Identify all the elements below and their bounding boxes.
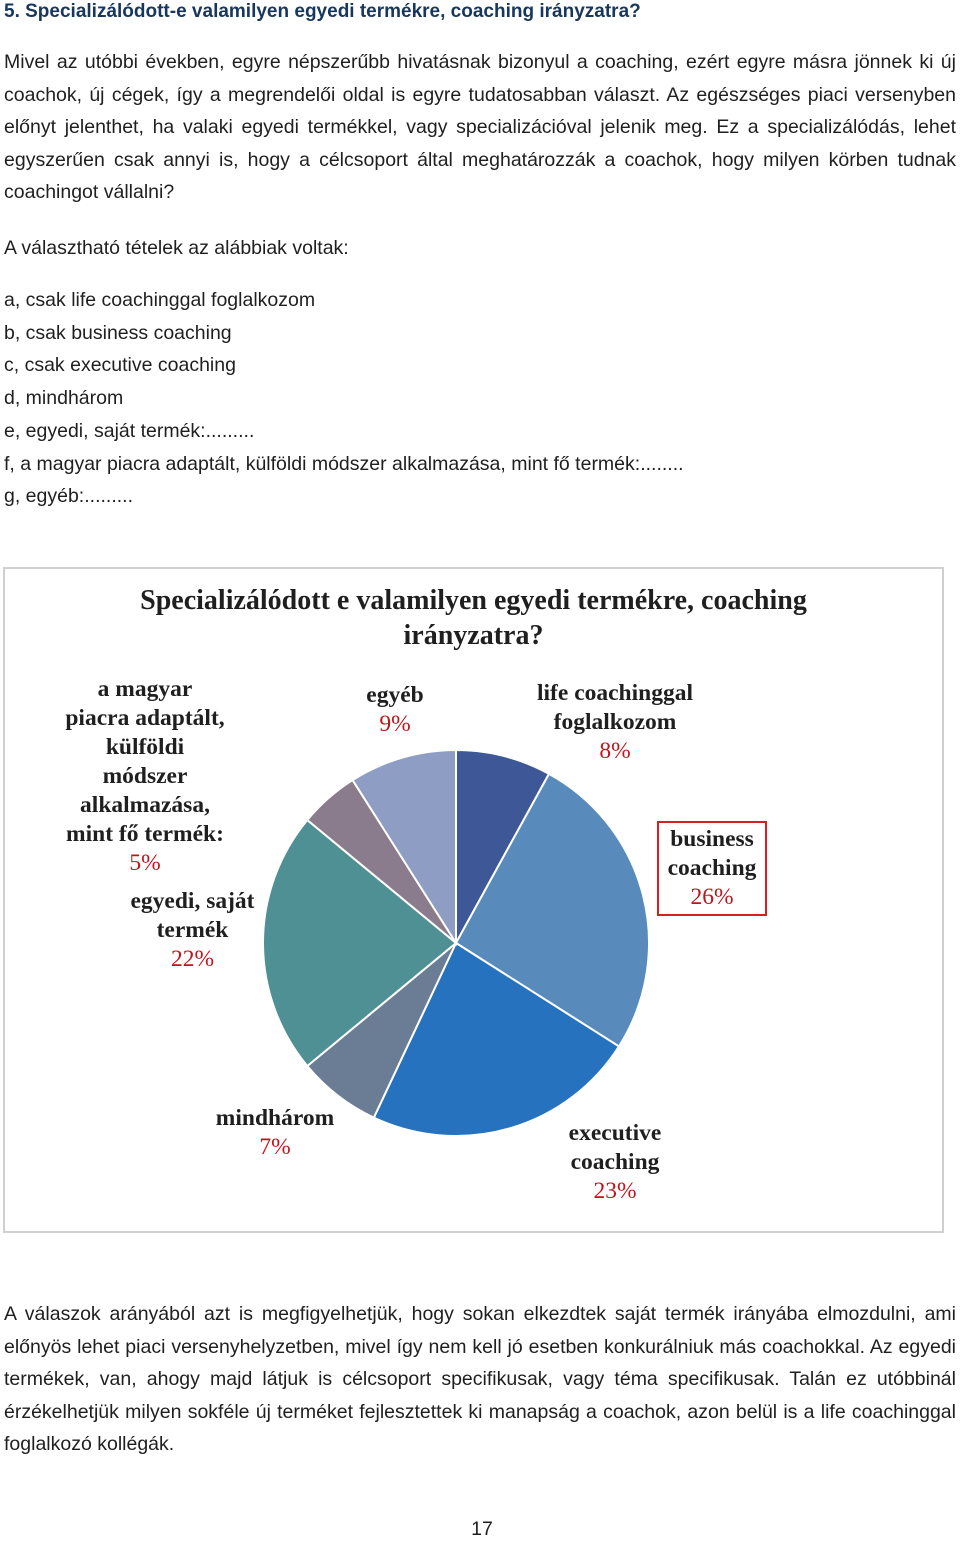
intro-paragraph [4, 46, 956, 209]
label-executive-coaching [545, 1119, 685, 1206]
label-magyar-piacra [45, 675, 245, 878]
label-mindharom [200, 1104, 350, 1162]
label-text-line: piacra adaptált, [65, 705, 225, 731]
label-percent: 23% [593, 1178, 637, 1204]
label-business-coaching [657, 821, 767, 916]
conclusion-paragraph [4, 1298, 956, 1461]
option-item: e, egyedi, saját termék:......... [4, 419, 255, 442]
label-life-coaching [505, 679, 725, 766]
label-percent: 8% [599, 738, 631, 764]
label-text-line: külföldi [105, 734, 185, 760]
chart-title-line-1: Specializálódott e valamilyen egyedi termékre, coaching [140, 585, 807, 616]
label-text-line: coaching [667, 855, 757, 881]
label-text-line: egyedi, saját [130, 888, 255, 914]
label-text-line: egyéb [366, 682, 424, 708]
label-text-line: mint fő termék: [66, 821, 224, 847]
label-text-line: coaching [570, 1149, 660, 1175]
label-percent: 5% [129, 850, 161, 876]
option-item: d, mindhárom [4, 387, 124, 410]
label-text-line: business [670, 826, 754, 852]
option-item: c, csak executive coaching [4, 354, 236, 377]
label-percent: 22% [170, 946, 215, 972]
label-text-line: executive [568, 1120, 662, 1146]
section-heading: 5. Specializálódott-e valamilyen egyedi termékre, coaching irányzatra? [4, 1, 641, 22]
option-item: g, egyéb:......... [4, 485, 133, 508]
label-egyeb [340, 681, 450, 739]
label-text-line: foglalkozom [553, 709, 677, 735]
conclusion-text: A válaszok arányából azt is megfigyelhetjük, hogy sokan elkezdtek saját termék irányába elmozdulni, ami előnyös lehet piaci versenyhelyzetben, mivel így nem kell jó esetben konkurálniuk más coachokkal. Az egyedi termékek, van, ahogy majd látjuk is célcsoport specifikusak, vagy téma specifikusak. Talán ez utóbbinál érzékelhetjük milyen sokféle új terméket fejlesztettek ki manapság a coachok, azon belül is a life coachinggal foglalkozó kollégák. [4, 1303, 956, 1455]
label-percent: 9% [379, 711, 411, 737]
intro-text: Mivel az utóbbi években, egyre népszerűbb hivatásnak bizonyul a coaching, ezért egyre másra jönnek ki új coachok, új cégek, így a megrendelői oldal is egyre tudatosabban választ. Az egészséges piaci versenyben előnyt jelenthet, ha valaki egyedi termékkel, vagy specializációval jelenik meg. Ez a specializálódás, lehet egyszerűen csak annyi is, hogy a célcsoport által meghatározzák a coachok, hogy milyen körben tudnak coachingot vállalni? [4, 51, 956, 203]
options-list [4, 284, 684, 513]
label-text-line: life coachinggal [537, 680, 693, 706]
label-text-line: a magyar [97, 676, 193, 702]
label-text-line: mindhárom [215, 1105, 335, 1131]
label-text-line: termék [156, 917, 229, 943]
pie-chart-frame [3, 567, 944, 1233]
label-text-line: alkalmazása, [80, 792, 210, 818]
label-percent: 26% [690, 884, 734, 910]
options-lead: A választható tételek az alábbiak voltak: [4, 237, 349, 259]
chart-title-line-2: irányzatra? [403, 620, 544, 651]
option-item: b, csak business coaching [4, 321, 232, 344]
page-number: 17 [471, 1518, 493, 1540]
option-item: a, csak life coachinggal foglalkozom [4, 289, 316, 311]
option-item: f, a magyar piacra adaptált, külföldi módszer alkalmazása, mint fő termék:........ [4, 452, 684, 475]
label-percent: 7% [259, 1134, 291, 1160]
label-egyedi-termek [115, 887, 270, 974]
label-text-line: módszer [102, 763, 188, 789]
